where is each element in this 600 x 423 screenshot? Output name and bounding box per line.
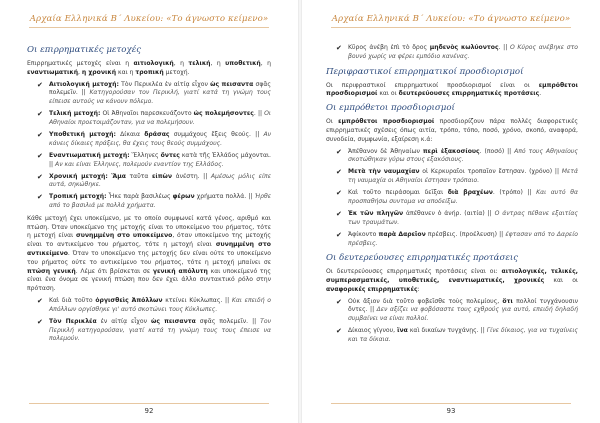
right-body <box>326 42 578 349</box>
clauses-paragraph: Οι δευτερεύουσες επιρρηματικές προτάσεις είναι οι: αιτιολογικές, τελικές, συμπερασματικές, υποθετικές, εναντιωματικές, χρονικές και οι αναφορικές επιρρηματικές: <box>326 268 578 293</box>
checkmark-icon: ✔ <box>37 172 43 181</box>
subsection-title: Οι εμπρόθετοι προσδιορισμοί <box>326 103 455 114</box>
clauses-examples-list <box>326 298 578 345</box>
checkmark-icon: ✔ <box>336 209 342 218</box>
checkmark-icon: ✔ <box>336 189 342 198</box>
running-head-text: Αρχαία Ελληνικά Β΄ Λυκείου: «Το άγνωστο κείμενο» <box>29 14 269 24</box>
list-item: ✔ Καὶ τοῦτο πειράσομαι δεῖξαι διὰ βραχέων. (τρόπο) || Και αυτό θα προσπαθήσω συντομα να αποδείξω. <box>336 189 578 205</box>
list-item: ✔ Αιτιολογική μετοχή: Τὸν Περικλέα ἐν αἰτίᾳ εἶχον ὡς πεισαντα σφᾶς πολεμεῖν. || Κατηγορούσαν τον Περικλή, γιατί κατά τη γνώμη τους είπεισε αυτούς να κάνουν πόλεμο. <box>37 80 272 106</box>
list-item: ✔ Ἀπέθανον δὲ Ἀθηναίων περὶ ἑξακοσίους. (ποσό) || Από τους Αθηναίους σκοτώθηκαν γύρω στους εξακόσιους. <box>336 147 578 164</box>
checkmark-icon: ✔ <box>37 130 43 139</box>
checkmark-icon: ✔ <box>336 147 342 156</box>
right-page <box>302 0 600 423</box>
running-head-rule <box>331 27 571 28</box>
list-item: ✔ Ἀφίκοντο παρὰ Δαρεῖον πρέσβεις. (προέλευση) || έφτασαν από το Δαρείο πρέσβεις. <box>336 230 578 247</box>
list-item: ✔ Μετὰ τὴν ναυμαχίαν οἱ Κερκυραῖοι τροπαῖον ἔστησαν. (χρόνο) || Μετά τη ναυμαχία οι Αθηναίοι έστησαν τρόπαιο. <box>336 168 578 185</box>
checkmark-icon: ✔ <box>37 110 43 119</box>
page-number-left: 92 <box>0 403 298 415</box>
checkmark-icon: ✔ <box>336 168 342 177</box>
checkmark-icon: ✔ <box>37 80 43 89</box>
list-item: ✔ Εναντιωματική μετοχή: Ἕλληνες ὄντες κατὰ τῆς Ἑλλάδος μάχονται. || Αν και είναι Έλληνες, πολεμούν εναντίον της Ελλάδος. <box>37 151 271 168</box>
running-head-left <box>0 14 298 28</box>
checkmark-icon: ✔ <box>336 297 342 306</box>
running-head-text: Αρχαία Ελληνικά Β΄ Λυκείου: «Το άγνωστο κείμενο» <box>331 14 571 24</box>
checkmark-icon: ✔ <box>37 317 43 326</box>
section-title: Οι επιρρηματικές μετοχές <box>27 45 142 55</box>
checkmark-icon: ✔ <box>37 151 43 160</box>
checkmark-icon: ✔ <box>37 297 43 306</box>
left-page <box>0 0 298 423</box>
checkmark-icon: ✔ <box>37 193 43 202</box>
intro-paragraph: Επιρρηματικές μετοχές είναι η αιτιολογική, η τελική, η υποθετική, η εναντιωματική, η χρονική και η τροπική μετοχή. <box>27 60 271 76</box>
left-body <box>27 44 271 348</box>
footer-rule <box>29 403 269 404</box>
list-item: ✔ Τὸν Περικλέα ἐν αἰτίᾳ εἶχον ὡς πεισαντα σφᾶς πολεμεῖν. || Τον Περικλή κατηγορούσαν, γιατί κατά τη γνώμη τους τους έπεισε να πολεμούν. <box>37 317 272 343</box>
running-head-rule <box>29 27 269 28</box>
list-item: ✔ Υποθετική μετοχή: Δίκαια δράσας συμμάχους ἕξεις θεούς. || Αν κάνεις δίκαιες πράξεις, θα έχεις τους θεούς συμμάχους. <box>37 130 272 147</box>
checkmark-icon: ✔ <box>336 44 342 52</box>
page-number-right: 93 <box>302 403 600 415</box>
checkmark-icon: ✔ <box>336 327 342 336</box>
list-item: ✔ Δίκαιος γίγνου, ἵνα καὶ δικαίων τυγχάνῃς. || Γίνε δίκαιος, για να τυχαίνεις και τα δίκαια. <box>336 327 578 344</box>
list-item: ✔ Ἐκ τῶν πληγῶν ἀπέθανεν ὁ ἀνήρ. (αιτία) || Ο άντρας πέθανε εξαιτίας των τραυμάτων. <box>336 209 578 226</box>
prepositional-paragraph: Οι εμπρόθετοι προσδιορισμοί προσδιορίζουν πάρα πολλές διαφορετικές επιρρηματικές σχέσεις όπως αιτία, τρόπο, τόπο, ποσό, χρόνο, σκοπό, αναφορά, συνοδεία, συμφωνία, εξαίρεση κ.ά: <box>326 118 578 143</box>
prepositional-examples-list <box>326 148 578 249</box>
list-item: ✔ Χρονική μετοχή: Ἅμα ταῦτα εἰπὼν ἀνέστη. || Αμέσως μόλις είπε αυτά, σηκώθηκε. <box>37 172 272 189</box>
list-item: ✔ Τροπική μετοχή: Ἧκε παρὰ βασιλέως φέρων χρήματα πολλά. || Ήρθε από το βασιλιά με πολλά χρήματα. <box>37 193 271 210</box>
participle-subject-paragraph: Κάθε μετοχή έχει υποκείμενο, με το οποίο συμφωνεί κατά γένος, αριθμό και πτώση. Όταν υποκείμενο της μετοχής είναι το υποκείμενο του ρήματος, τότε η μετοχή είναι συνημμένη στο υποκείμενο, όταν υποκείμενο της μετοχής είναι το αντικείμενο του ρήματος, τότε η μετοχή είναι συνημμένη στο αντικείμενο. Όταν το υποκείμενο της μετοχής δεν είναι ούτε το υποκείμενο του ρήματος ούτε το αντικείμενο του ρήματος, τότε η μετοχή μπαίνει σε πτώση γενική. Λέμε ότι βρίσκεται σε γενική απόλυτη και υποκείμενό της είναι ένα όνομα σε γενική πτώση που δεν έχει άλλο συντακτικό ρόλο στην πρόταση. <box>27 214 272 293</box>
footer-rule <box>331 403 571 404</box>
intro-paragraph: Οι περιφραστικοί επιρρηματικοί προσδιορισμοί είναι οι εμπρόθετοι προσδιορισμοί και οι δευτερεύουσες επιρρηματικές προτάσεις. <box>326 81 578 98</box>
checkmark-icon: ✔ <box>336 230 342 239</box>
subsection-title: Οι δευτερεύουσες επιρρηματικές προτάσεις <box>326 253 519 264</box>
list-item: ✔ Καὶ διὰ τοῦτο ὀργισθεὶς Ἀπόλλων κτείνει Κύκλωπας. || Και επειδή ο Απόλλων οργίσθηκε γι' αυτό σκοτώνει τους Κύκλωπες. <box>37 297 272 313</box>
list-item: ✔ Κῦρος ἀνέβη ἐπὶ τὸ ὄρος μηδενὸς κωλύοντος. || Ο Κύρος ανέβηκε στο βουνό χωρίς να φέρει εμπόδιο κανένας. <box>336 44 579 60</box>
list-item: ✔ Τελική μετοχή: Οἱ Ἀθηναῖοι παρεσκευάζοντο ὡς πολεμήσοντες. || Οι Αθηναίοι προετοιμάζονταν, για να πολεμήσουν. <box>37 110 271 126</box>
participle-examples-list <box>27 81 271 211</box>
continued-example-list <box>326 44 578 62</box>
subject-examples-list <box>27 297 271 344</box>
running-head-right <box>302 14 600 28</box>
list-item: ✔ Οὐκ ἄξιον διὰ τοῦτο φοβεῖσθε τοὺς πολεμίους, ὅτι πολλοί τυγχάνουσιν ὄντες. || Δεν αξίζει να φοβόσαστε τους εχθρούς για αυτό, επειδή δηλαδή συμβαίνει να είναι πολλοί. <box>336 297 579 323</box>
section-title: Περιφραστικοί επιρρηματικοί προσδιορισμοί <box>326 66 524 77</box>
